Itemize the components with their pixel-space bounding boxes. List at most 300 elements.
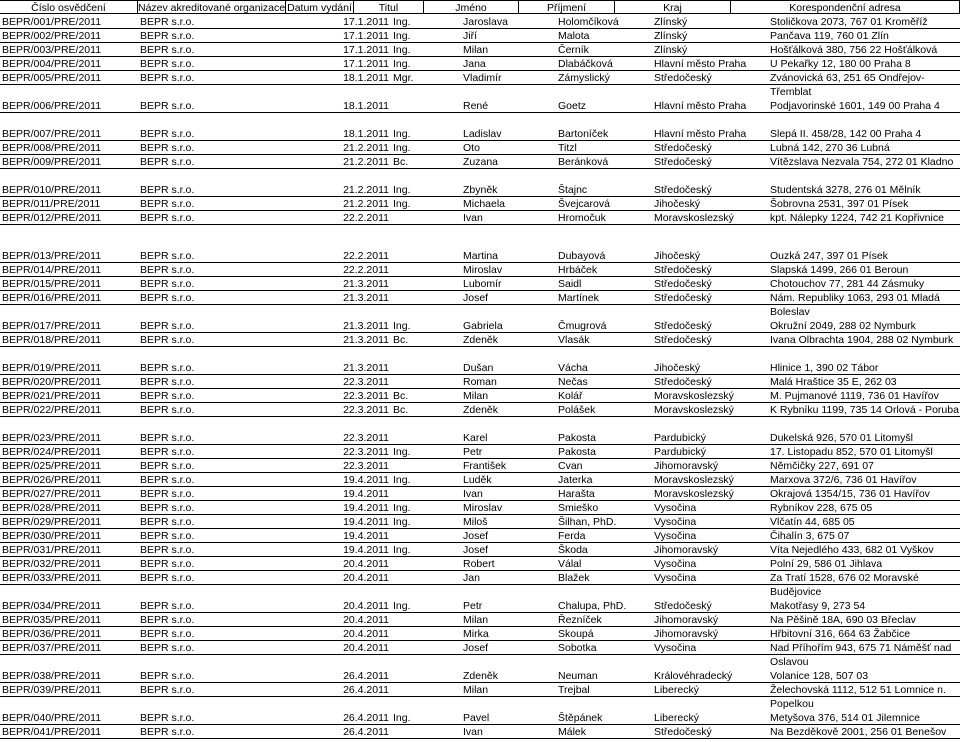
cell-organization: BEPR s.r.o.	[140, 712, 195, 724]
header-address: Korespondenční adresa	[731, 0, 960, 14]
cell-last-name: Málek	[558, 726, 587, 738]
cell-address: Na Bezděkově 2001, 256 01 Benešov	[770, 726, 947, 738]
cell-first-name: Josef	[463, 642, 489, 654]
cell-region: Pardubický	[654, 432, 706, 444]
cell-cert-number: BEPR/009/PRE/2011	[2, 156, 102, 168]
row-divider	[0, 304, 960, 305]
cell-first-name: Dušan	[463, 362, 494, 374]
cell-last-name: Polášek	[558, 404, 596, 416]
table-row	[0, 473, 960, 487]
cell-cert-number: BEPR/002/PRE/2011	[2, 30, 102, 42]
cell-organization: BEPR s.r.o.	[140, 16, 195, 28]
cell-first-name: Gabriela	[463, 320, 503, 332]
cell-organization: BEPR s.r.o.	[140, 684, 195, 696]
cell-issue-date: 26.4.2011	[343, 726, 389, 738]
cell-region: Moravskoslezský	[654, 212, 734, 224]
row-divider	[0, 168, 960, 169]
cell-last-name: Škoda	[558, 544, 588, 556]
row-divider	[0, 416, 960, 417]
cell-first-name: Jaroslava	[463, 16, 508, 28]
cell-title: Ing.	[393, 58, 411, 70]
cell-address: Makotřasy 9, 273 54	[770, 600, 866, 612]
cell-first-name: František	[463, 460, 507, 472]
cell-cert-number: BEPR/011/PRE/2011	[2, 198, 101, 210]
cell-issue-date: 22.3.2011	[343, 376, 389, 388]
cell-title: Ing.	[393, 712, 411, 724]
cell-issue-date: 20.4.2011	[343, 614, 389, 626]
cell-organization: BEPR s.r.o.	[140, 362, 195, 374]
cell-issue-date: 19.4.2011	[343, 516, 389, 528]
cell-issue-date: 21.3.2011	[343, 320, 389, 332]
cell-region: Zlínský	[654, 30, 688, 42]
table-row	[0, 249, 960, 263]
table-row	[0, 361, 960, 375]
cell-region: Středočeský	[654, 264, 712, 276]
table-row	[0, 627, 960, 641]
row-divider	[0, 738, 960, 739]
cell-address: Pančava 119, 760 01 Zlín	[770, 30, 889, 42]
cell-last-name: Čmugrová	[558, 320, 607, 332]
cell-first-name: Ladislav	[463, 128, 502, 140]
cell-last-name: Zámyslický	[558, 72, 610, 84]
cell-issue-date: 22.2.2011	[343, 264, 389, 276]
cell-issue-date: 17.1.2011	[343, 16, 389, 28]
cell-organization: BEPR s.r.o.	[140, 544, 195, 556]
cell-region: Středočeský	[654, 156, 712, 168]
cell-first-name: René	[463, 100, 489, 112]
cell-first-name: Jiří	[463, 30, 477, 42]
cell-address: Němčičky 227, 691 07	[770, 460, 874, 472]
cell-last-name: Pakosta	[558, 432, 596, 444]
cell-issue-date: 21.2.2011	[343, 142, 389, 154]
cell-region: Vysočina	[654, 530, 697, 542]
cell-first-name: Zdeněk	[463, 404, 499, 416]
cell-first-name: Oto	[463, 142, 480, 154]
cell-last-name: Titzl	[558, 142, 577, 154]
cell-address: Vítězslava Nezvala 754, 272 01 Kladno	[770, 156, 954, 168]
cell-cert-number: BEPR/031/PRE/2011	[2, 544, 102, 556]
cell-address: K Rybníku 1199, 735 14 Orlová - Poruba	[770, 404, 959, 416]
cell-address: M. Pujmanové 1119, 736 01 Havířov	[770, 390, 939, 402]
cell-cert-number: BEPR/041/PRE/2011	[2, 726, 102, 738]
cell-first-name: Zdeněk	[463, 334, 499, 346]
table-row	[0, 543, 960, 557]
cell-first-name: Karel	[463, 432, 488, 444]
cell-region: Moravskoslezský	[654, 390, 734, 402]
table-row	[0, 71, 960, 99]
cell-cert-number: BEPR/020/PRE/2011	[2, 376, 102, 388]
cell-last-name: Martínek	[558, 292, 599, 304]
cell-organization: BEPR s.r.o.	[140, 376, 195, 388]
cell-address: Za Tratí 1528, 676 02 Moravské Budějovice	[770, 572, 919, 598]
cell-first-name: Jana	[463, 58, 486, 70]
cell-last-name: Válal	[558, 558, 582, 570]
cell-cert-number: BEPR/040/PRE/2011	[2, 712, 102, 724]
cell-cert-number: BEPR/010/PRE/2011	[2, 184, 102, 196]
cell-issue-date: 18.1.2011	[343, 72, 389, 84]
cell-cert-number: BEPR/024/PRE/2011	[2, 446, 102, 458]
table-row	[0, 431, 960, 445]
cell-cert-number: BEPR/016/PRE/2011	[2, 292, 102, 304]
cell-cert-number: BEPR/035/PRE/2011	[2, 614, 102, 626]
table-row	[0, 515, 960, 529]
cell-organization: BEPR s.r.o.	[140, 600, 195, 612]
cell-region: Vysočina	[654, 558, 697, 570]
cell-address: Okružní 2049, 288 02 Nymburk	[770, 320, 916, 332]
cell-last-name: Harašta	[558, 488, 595, 500]
cell-organization: BEPR s.r.o.	[140, 446, 195, 458]
cell-region: Pardubický	[654, 446, 706, 458]
cell-last-name: Dubayová	[558, 250, 606, 262]
cell-organization: BEPR s.r.o.	[140, 460, 195, 472]
cell-issue-date: 20.4.2011	[343, 558, 389, 570]
cell-cert-number: BEPR/025/PRE/2011	[2, 460, 102, 472]
row-divider	[0, 654, 960, 655]
cell-cert-number: BEPR/034/PRE/2011	[2, 600, 102, 612]
cell-first-name: Luděk	[463, 474, 492, 486]
cell-address: kpt. Nálepky 1224, 742 21 Kopřivnice	[770, 212, 944, 224]
cell-organization: BEPR s.r.o.	[140, 558, 195, 570]
cell-address: Chotouchov 77, 281 44 Zásmuky	[770, 278, 925, 290]
cell-address: Hřbitovní 316, 664 63 Žabčice	[770, 628, 911, 640]
cell-first-name: Ivan	[463, 726, 483, 738]
cell-issue-date: 19.4.2011	[343, 530, 389, 542]
cell-address: Okrajová 1354/15, 736 01 Havířov	[770, 488, 930, 500]
cell-region: Hlavní město Praha	[654, 100, 747, 112]
cell-issue-date: 19.4.2011	[343, 474, 389, 486]
header-cert-number: Číslo osvědčení	[0, 0, 138, 14]
cell-organization: BEPR s.r.o.	[140, 474, 195, 486]
header-title: Titul	[354, 0, 424, 14]
cell-region: Jihomoravský	[654, 460, 719, 472]
cell-issue-date: 18.1.2011	[343, 100, 389, 112]
cell-organization: BEPR s.r.o.	[140, 156, 195, 168]
cell-cert-number: BEPR/005/PRE/2011	[2, 72, 102, 84]
cell-title: Ing.	[393, 474, 411, 486]
cell-address: Polní 29, 586 01 Jihlava	[770, 558, 883, 570]
cell-last-name: Malota	[558, 30, 590, 42]
cell-region: Zlínský	[654, 16, 688, 28]
cell-title: Ing.	[393, 320, 411, 332]
cell-cert-number: BEPR/036/PRE/2011	[2, 628, 102, 640]
cell-cert-number: BEPR/032/PRE/2011	[2, 558, 102, 570]
cell-first-name: Mirka	[463, 628, 489, 640]
cell-title: Bc.	[393, 390, 409, 402]
cell-cert-number: BEPR/018/PRE/2011	[2, 334, 102, 346]
header-issue-date: Datum vydání	[286, 0, 354, 14]
cell-last-name: Sobotka	[558, 642, 597, 654]
cell-address: Želechovská 1112, 512 51 Lomnice n. Popelkou	[770, 684, 946, 710]
cell-address: Metyšova 376, 514 01 Jilemnice	[770, 712, 920, 724]
cell-first-name: Robert	[463, 558, 495, 570]
cell-organization: BEPR s.r.o.	[140, 30, 195, 42]
table-row	[0, 333, 960, 361]
cell-issue-date: 20.4.2011	[343, 642, 389, 654]
table-row	[0, 725, 960, 739]
cell-organization: BEPR s.r.o.	[140, 516, 195, 528]
cell-first-name: Josef	[463, 544, 489, 556]
cell-address: Podjavorinské 1601, 149 00 Praha 4	[770, 100, 940, 112]
cell-region: Středočeský	[654, 184, 712, 196]
cell-organization: BEPR s.r.o.	[140, 44, 195, 56]
cell-cert-number: BEPR/038/PRE/2011	[2, 670, 102, 682]
cell-organization: BEPR s.r.o.	[140, 614, 195, 626]
cell-address: Stoličkova 2073, 767 01 Kroměříž	[770, 16, 928, 28]
cell-organization: BEPR s.r.o.	[140, 488, 195, 500]
cell-issue-date: 22.3.2011	[343, 390, 389, 402]
table-row	[0, 683, 960, 711]
cell-cert-number: BEPR/007/PRE/2011	[2, 128, 102, 140]
cell-first-name: Petr	[463, 600, 483, 612]
table-row	[0, 501, 960, 515]
cell-organization: BEPR s.r.o.	[140, 320, 195, 332]
cell-first-name: Milan	[463, 614, 489, 626]
cell-last-name: Smieško	[558, 502, 599, 514]
header-last-name: Příjmení	[519, 0, 615, 14]
cell-organization: BEPR s.r.o.	[140, 670, 195, 682]
cell-address: U Pekařky 12, 180 00 Praha 8	[770, 58, 911, 70]
table-row	[0, 29, 960, 43]
table-row	[0, 711, 960, 725]
cell-title: Ing.	[393, 44, 411, 56]
cell-region: Středočeský	[654, 72, 712, 84]
cell-title: Ing.	[393, 16, 411, 28]
cell-address: Čihalín 3, 675 07	[770, 530, 850, 542]
cell-issue-date: 20.4.2011	[343, 628, 389, 640]
cell-first-name: Petr	[463, 446, 483, 458]
cell-address: Lubná 142, 270 36 Lubná	[770, 142, 890, 154]
cell-region: Vysočina	[654, 516, 697, 528]
cell-organization: BEPR s.r.o.	[140, 264, 195, 276]
cell-issue-date: 19.4.2011	[343, 488, 389, 500]
cell-issue-date: 21.3.2011	[343, 278, 389, 290]
cell-address: Slapská 1499, 266 01 Beroun	[770, 264, 909, 276]
cell-title: Ing.	[393, 198, 411, 210]
cell-first-name: Josef	[463, 292, 489, 304]
cell-last-name: Neuman	[558, 670, 598, 682]
row-divider	[0, 224, 960, 225]
cell-region: Středočeský	[654, 334, 712, 346]
cell-issue-date: 17.1.2011	[343, 44, 389, 56]
cell-last-name: Trejbal	[558, 684, 590, 696]
cell-cert-number: BEPR/027/PRE/2011	[2, 488, 102, 500]
cell-first-name: Zbyněk	[463, 184, 498, 196]
cell-organization: BEPR s.r.o.	[140, 72, 195, 84]
cell-issue-date: 22.3.2011	[343, 446, 389, 458]
table-row	[0, 403, 960, 431]
cell-address: Na Pěšině 18A, 690 03 Břeclav	[770, 614, 916, 626]
cell-last-name: Holomčíková	[558, 16, 619, 28]
cell-first-name: Zdeněk	[463, 670, 499, 682]
cell-first-name: Vladimír	[463, 72, 502, 84]
cell-title: Mgr.	[393, 72, 414, 84]
cell-organization: BEPR s.r.o.	[140, 334, 195, 346]
cell-organization: BEPR s.r.o.	[140, 502, 195, 514]
cell-first-name: Ivan	[463, 488, 483, 500]
cell-title: Bc.	[393, 334, 409, 346]
cell-region: Vysočina	[654, 642, 697, 654]
cell-first-name: Roman	[463, 376, 497, 388]
cell-region: Jihomoravský	[654, 628, 719, 640]
cell-issue-date: 18.1.2011	[343, 128, 389, 140]
row-divider	[0, 584, 960, 585]
cell-title: Ing.	[393, 544, 411, 556]
table-row	[0, 291, 960, 319]
table-row	[0, 127, 960, 141]
cell-address: Ivana Olbrachta 1904, 288 02 Nymburk	[770, 334, 954, 346]
cell-cert-number: BEPR/003/PRE/2011	[2, 44, 102, 56]
row-divider	[0, 346, 960, 347]
cell-last-name: Štajnc	[558, 184, 588, 196]
cell-address: Ouzká 247, 397 01 Písek	[770, 250, 888, 262]
cell-address: Vlčatín 44, 685 05	[770, 516, 855, 528]
cell-last-name: Černík	[558, 44, 589, 56]
cell-title: Ing.	[393, 184, 411, 196]
cell-address: 17. Listopadu 852, 570 01 Litomyšl	[770, 446, 933, 458]
cell-region: Královéhradecký	[654, 670, 733, 682]
cell-region: Jihomoravský	[654, 614, 719, 626]
table-row	[0, 375, 960, 389]
cell-issue-date: 22.2.2011	[343, 250, 389, 262]
table-row	[0, 571, 960, 599]
header-region: Kraj	[615, 0, 731, 14]
cell-cert-number: BEPR/021/PRE/2011	[2, 390, 102, 402]
cell-first-name: Zuzana	[463, 156, 499, 168]
cell-last-name: Pakosta	[558, 446, 596, 458]
row-divider	[0, 84, 960, 85]
cell-address: Volanice 128, 507 03	[770, 670, 869, 682]
cell-last-name: Štěpánek	[558, 712, 603, 724]
cell-last-name: Hromočuk	[558, 212, 606, 224]
cell-organization: BEPR s.r.o.	[140, 292, 195, 304]
cell-issue-date: 22.3.2011	[343, 460, 389, 472]
cell-region: Středočeský	[654, 278, 712, 290]
cell-title: Bc.	[393, 404, 409, 416]
cell-region: Středočeský	[654, 142, 712, 154]
cell-organization: BEPR s.r.o.	[140, 250, 195, 262]
cell-title: Ing.	[393, 502, 411, 514]
table-row	[0, 183, 960, 197]
cell-issue-date: 21.3.2011	[343, 362, 389, 374]
cell-cert-number: BEPR/030/PRE/2011	[2, 530, 102, 542]
cell-address: Studentská 3278, 276 01 Mělník	[770, 184, 921, 196]
cell-issue-date: 21.3.2011	[343, 334, 389, 346]
cell-cert-number: BEPR/039/PRE/2011	[2, 684, 102, 696]
cell-organization: BEPR s.r.o.	[140, 198, 195, 210]
cell-address: Malá Hraštice 35 E, 262 03	[770, 376, 897, 388]
cell-region: Jihočeský	[654, 362, 701, 374]
table-row	[0, 43, 960, 57]
cell-issue-date: 26.4.2011	[343, 684, 389, 696]
cell-first-name: Lubomír	[463, 278, 502, 290]
cell-last-name: Švejcarová	[558, 198, 610, 210]
cell-region: Hlavní město Praha	[654, 58, 747, 70]
cell-region: Středočeský	[654, 292, 712, 304]
cell-region: Liberecký	[654, 712, 699, 724]
table-row	[0, 319, 960, 333]
cell-address: Nad Příhořím 943, 675 71 Náměšť nad Oslavou	[770, 642, 952, 668]
cell-title: Ing.	[393, 516, 411, 528]
cell-region: Moravskoslezský	[654, 474, 734, 486]
table-row	[0, 445, 960, 459]
cell-address: Dukelská 926, 570 01 Litomyšl	[770, 432, 913, 444]
cell-first-name: Miroslav	[463, 264, 503, 276]
cell-region: Vysočina	[654, 572, 697, 584]
cell-last-name: Řezníček	[558, 614, 602, 626]
cell-last-name: Šilhan, PhD.	[558, 516, 617, 528]
cell-last-name: Dlabáčková	[558, 58, 613, 70]
cell-last-name: Vlasák	[558, 334, 590, 346]
table-row	[0, 613, 960, 627]
table-row	[0, 599, 960, 613]
cell-region: Liberecký	[654, 684, 699, 696]
cell-last-name: Hrbáček	[558, 264, 598, 276]
cell-organization: BEPR s.r.o.	[140, 530, 195, 542]
cell-region: Středočeský	[654, 726, 712, 738]
cell-title: Ing.	[393, 142, 411, 154]
cell-organization: BEPR s.r.o.	[140, 58, 195, 70]
cell-organization: BEPR s.r.o.	[140, 100, 195, 112]
cell-cert-number: BEPR/013/PRE/2011	[2, 250, 102, 262]
table-row	[0, 141, 960, 155]
cell-address: Šobrovna 2531, 397 01 Písek	[770, 198, 909, 210]
cell-issue-date: 26.4.2011	[343, 670, 389, 682]
cell-last-name: Nečas	[558, 376, 588, 388]
table-row	[0, 557, 960, 571]
cell-issue-date: 22.2.2011	[343, 212, 389, 224]
cell-first-name: Milan	[463, 390, 489, 402]
cell-first-name: Josef	[463, 530, 489, 542]
cell-organization: BEPR s.r.o.	[140, 432, 195, 444]
cell-cert-number: BEPR/023/PRE/2011	[2, 432, 102, 444]
cell-issue-date: 19.4.2011	[343, 544, 389, 556]
cell-last-name: Skoupá	[558, 628, 594, 640]
cell-region: Zlínský	[654, 44, 688, 56]
cell-issue-date: 26.4.2011	[343, 712, 389, 724]
cell-cert-number: BEPR/014/PRE/2011	[2, 264, 102, 276]
table-row	[0, 389, 960, 403]
cell-cert-number: BEPR/015/PRE/2011	[2, 278, 102, 290]
cell-first-name: Ivan	[463, 212, 483, 224]
cell-last-name: Chalupa, PhD.	[558, 600, 627, 612]
table-row	[0, 669, 960, 683]
cell-cert-number: BEPR/019/PRE/2011	[2, 362, 102, 374]
cell-address: Víta Nejedlého 433, 682 01 Vyškov	[770, 544, 934, 556]
cell-first-name: Pavel	[463, 712, 490, 724]
cell-cert-number: BEPR/017/PRE/2011	[2, 320, 102, 332]
cell-title: Bc.	[393, 156, 409, 168]
cell-title: Ing.	[393, 30, 411, 42]
table-row	[0, 641, 960, 669]
cell-region: Hlavní město Praha	[654, 128, 747, 140]
cell-region: Moravskoslezský	[654, 404, 734, 416]
cell-last-name: Bartoníček	[558, 128, 609, 140]
table-row	[0, 155, 960, 183]
table-row	[0, 15, 960, 29]
cell-address: Hlinice 1, 390 02 Tábor	[770, 362, 879, 374]
cell-address: Zvánovická 63, 251 65 Ondřejov-Třemblat	[770, 72, 925, 98]
cell-region: Vysočina	[654, 502, 697, 514]
cell-title: Ing.	[393, 446, 411, 458]
cell-cert-number: BEPR/006/PRE/2011	[2, 100, 102, 112]
table-row	[0, 263, 960, 277]
cell-issue-date: 17.1.2011	[343, 30, 389, 42]
cell-cert-number: BEPR/008/PRE/2011	[2, 142, 102, 154]
cell-address: Marxova 372/6, 736 01 Havířov	[770, 474, 917, 486]
cell-title: Ing.	[393, 600, 411, 612]
cell-organization: BEPR s.r.o.	[140, 142, 195, 154]
cell-issue-date: 21.2.2011	[343, 184, 389, 196]
